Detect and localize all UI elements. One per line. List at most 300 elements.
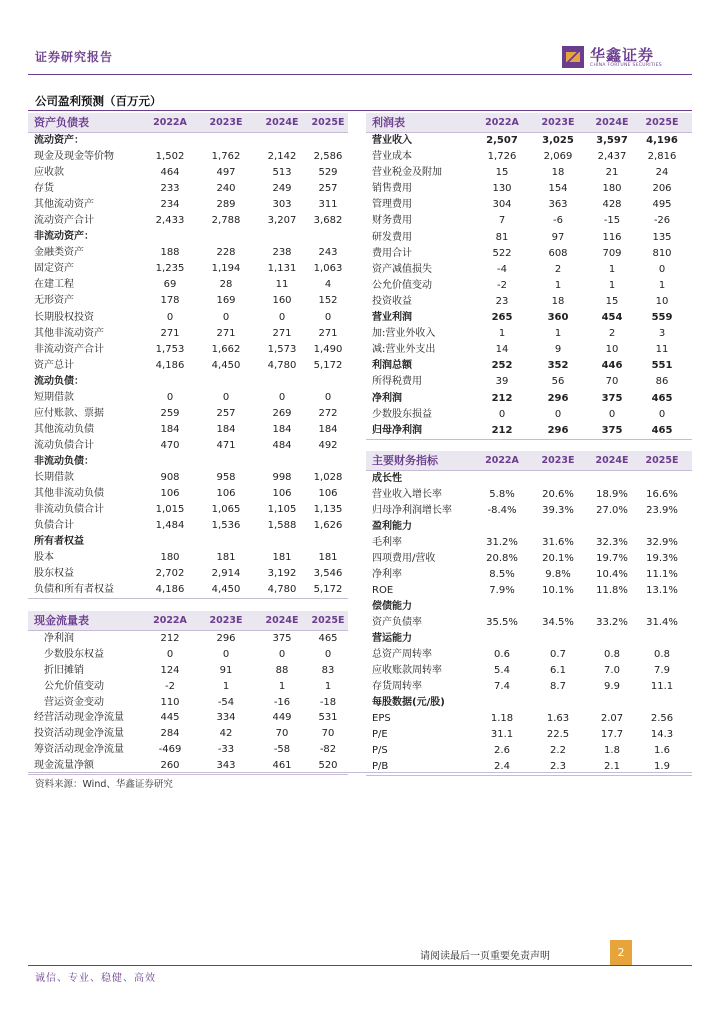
income-header-row bbox=[366, 113, 692, 133]
cell-value: -18 bbox=[319, 696, 337, 708]
cell-value: 271 bbox=[160, 327, 180, 339]
cell-value: 252 bbox=[491, 360, 513, 372]
cell-value: 1,105 bbox=[267, 504, 297, 516]
cell-value: 998 bbox=[272, 471, 292, 483]
row-label: 存货周转率 bbox=[372, 681, 422, 692]
cell-value: -469 bbox=[158, 744, 182, 756]
cell-value: 2.3 bbox=[550, 761, 566, 772]
cell-value: 559 bbox=[651, 312, 673, 324]
cell-value: 33.2% bbox=[596, 617, 628, 628]
logo-text-cn: 华鑫证券 bbox=[590, 46, 655, 64]
cell-value: 17.7 bbox=[600, 729, 624, 740]
table-row bbox=[28, 695, 348, 711]
cell-value: 5,172 bbox=[313, 359, 343, 371]
year-header: 2022A bbox=[485, 117, 519, 128]
cell-value: 180 bbox=[602, 183, 622, 195]
cell-value: 11 bbox=[655, 344, 669, 356]
section-row bbox=[28, 133, 348, 149]
row-label: 四项费用/营收 bbox=[372, 553, 436, 564]
cell-value: 24 bbox=[655, 167, 669, 179]
table-row bbox=[366, 407, 692, 423]
cell-value: 181 bbox=[216, 552, 236, 564]
cell-value: 106 bbox=[272, 488, 292, 500]
row-label: 投资收益 bbox=[372, 295, 412, 307]
cashflow-header-row bbox=[28, 611, 348, 631]
header-divider bbox=[28, 74, 692, 75]
cell-value: 0 bbox=[658, 263, 666, 275]
cell-value: 34.5% bbox=[542, 617, 574, 628]
cell-value: 271 bbox=[318, 327, 338, 339]
row-label: 长期股权投资 bbox=[34, 311, 94, 323]
cell-value: 551 bbox=[651, 360, 673, 372]
row-label: 成长性 bbox=[372, 473, 402, 484]
cell-value: -2 bbox=[165, 680, 175, 692]
cell-value: 1,573 bbox=[267, 343, 297, 355]
cell-value: -15 bbox=[603, 215, 621, 227]
row-label: 盈利能力 bbox=[372, 521, 412, 532]
year-header: 2023E bbox=[209, 117, 243, 128]
cell-value: 31.6% bbox=[542, 537, 574, 548]
cell-value: 28 bbox=[219, 279, 233, 291]
cell-value: 39.3% bbox=[542, 505, 574, 516]
ratios-header-row bbox=[366, 451, 692, 471]
cell-value: 18 bbox=[551, 167, 565, 179]
row-label: 资产总计 bbox=[34, 359, 74, 371]
cell-value: 2,586 bbox=[313, 151, 343, 163]
table-row bbox=[366, 246, 692, 262]
table-row bbox=[366, 310, 692, 326]
cashflow-bottom-rule bbox=[28, 774, 348, 775]
cell-value: 0 bbox=[222, 648, 230, 660]
table-row bbox=[366, 567, 692, 583]
cell-value: 269 bbox=[272, 407, 292, 419]
row-label: 利润总额 bbox=[372, 360, 412, 372]
cell-value: 375 bbox=[601, 424, 623, 436]
table-row bbox=[28, 742, 348, 758]
cell-value: 14.3 bbox=[650, 729, 674, 740]
cell-value: 1.18 bbox=[490, 713, 514, 724]
cell-value: 0 bbox=[222, 311, 230, 323]
row-label: 营运能力 bbox=[372, 633, 412, 644]
table-row bbox=[28, 647, 348, 663]
cell-value: 178 bbox=[160, 295, 180, 307]
cell-value: 375 bbox=[601, 392, 623, 404]
cell-value: 35.5% bbox=[486, 617, 518, 628]
table-row bbox=[366, 278, 692, 294]
cell-value: 1 bbox=[554, 279, 562, 291]
cell-value: 3 bbox=[658, 328, 666, 340]
cell-value: 160 bbox=[272, 295, 292, 307]
cell-value: 14 bbox=[495, 344, 509, 356]
table-row bbox=[366, 374, 692, 390]
table-row bbox=[366, 615, 692, 631]
section-row bbox=[28, 454, 348, 470]
cell-value: 1 bbox=[498, 328, 506, 340]
cell-value: 2.07 bbox=[600, 713, 624, 724]
row-label: 无形资产 bbox=[34, 295, 74, 307]
cell-value: 9 bbox=[554, 344, 562, 356]
row-label: 归母净利润 bbox=[372, 424, 422, 436]
cell-value: 1,484 bbox=[155, 520, 185, 532]
cell-value: 1 bbox=[658, 279, 666, 291]
cell-value: 19.7% bbox=[596, 553, 628, 564]
row-label: 固定资产 bbox=[34, 263, 74, 275]
row-label: 非流动资产合计 bbox=[34, 343, 104, 355]
logo-text-en: CHINA FORTUNE SECURITIES bbox=[590, 63, 662, 68]
cell-value: 7 bbox=[498, 215, 506, 227]
row-label: 应收账款周转率 bbox=[372, 665, 442, 676]
row-label: 非流动资产： bbox=[34, 231, 94, 243]
row-label: 营业收入增长率 bbox=[372, 489, 442, 500]
cell-value: 810 bbox=[652, 247, 672, 259]
cell-value: 233 bbox=[160, 183, 180, 195]
cell-value: 212 bbox=[491, 392, 513, 404]
cell-value: 522 bbox=[492, 247, 512, 259]
cell-value: 70 bbox=[605, 376, 619, 388]
row-label: 费用合计 bbox=[372, 247, 412, 259]
cell-value: 228 bbox=[216, 247, 236, 259]
section-row bbox=[28, 374, 348, 390]
cell-value: 15 bbox=[495, 167, 509, 179]
table-row bbox=[366, 181, 692, 197]
cell-value: 106 bbox=[216, 488, 236, 500]
cell-value: 20.6% bbox=[542, 489, 574, 500]
cell-value: -8.4% bbox=[487, 505, 517, 516]
cell-value: 10 bbox=[605, 344, 619, 356]
cell-value: 7.9 bbox=[654, 665, 670, 676]
cell-value: 91 bbox=[219, 664, 233, 676]
cell-value: 471 bbox=[216, 439, 236, 451]
section-row bbox=[366, 695, 692, 711]
cell-value: 10.1% bbox=[542, 585, 574, 596]
source-divider bbox=[28, 772, 692, 773]
cell-value: 184 bbox=[160, 423, 180, 435]
cell-value: 2.1 bbox=[604, 761, 620, 772]
cell-value: 375 bbox=[272, 633, 292, 644]
year-header: 2022A bbox=[485, 455, 519, 466]
cell-value: 1 bbox=[222, 680, 230, 692]
cell-value: 445 bbox=[160, 712, 180, 724]
row-label: 少数股东权益 bbox=[44, 648, 104, 660]
row-label: P/B bbox=[372, 761, 389, 772]
cell-value: 11.1 bbox=[650, 681, 674, 692]
cell-value: 3,207 bbox=[267, 215, 297, 227]
income-bottom-rule bbox=[366, 439, 692, 440]
table-row bbox=[28, 631, 348, 647]
cell-value: 20.8% bbox=[486, 553, 518, 564]
table-row bbox=[366, 423, 692, 439]
table-row bbox=[366, 663, 692, 679]
income-statement-table bbox=[366, 113, 692, 440]
cell-value: 1,502 bbox=[155, 151, 185, 163]
cell-value: 465 bbox=[651, 392, 673, 404]
row-label: 现金流量净额 bbox=[34, 760, 94, 772]
logo-mark-icon bbox=[562, 46, 584, 68]
table-row bbox=[28, 663, 348, 679]
row-label: 公允价值变动 bbox=[44, 680, 104, 692]
cell-value: 5,172 bbox=[313, 584, 343, 596]
row-label: 营业收入 bbox=[372, 135, 412, 146]
cell-value: 0 bbox=[608, 408, 616, 420]
row-label: 少数股东损益 bbox=[372, 408, 432, 420]
cell-value: 56 bbox=[551, 376, 565, 388]
row-label: 销售费用 bbox=[372, 183, 412, 195]
cell-value: 1,726 bbox=[487, 151, 517, 163]
cell-value: 9.8% bbox=[545, 569, 571, 580]
row-label: 存货 bbox=[34, 183, 54, 195]
row-label: 加:营业外收入 bbox=[372, 328, 436, 340]
cell-value: 3,025 bbox=[542, 135, 574, 146]
cell-value: 492 bbox=[318, 439, 338, 451]
cell-value: 464 bbox=[160, 167, 180, 179]
cell-value: 31.2% bbox=[486, 537, 518, 548]
cell-value: 2 bbox=[608, 328, 616, 340]
page-number: 2 bbox=[610, 940, 632, 966]
table-row bbox=[366, 535, 692, 551]
cell-value: 608 bbox=[548, 247, 568, 259]
cell-value: 8.7 bbox=[550, 681, 566, 692]
table-row bbox=[28, 277, 348, 293]
table-row bbox=[366, 503, 692, 519]
row-label: 营业成本 bbox=[372, 151, 412, 163]
row-label: 应收款 bbox=[34, 167, 64, 179]
table-row bbox=[366, 165, 692, 181]
cell-value: 1.8 bbox=[604, 745, 620, 756]
cell-value: 240 bbox=[216, 183, 236, 195]
table-row bbox=[366, 711, 692, 727]
table-row bbox=[366, 358, 692, 374]
cell-value: 2.2 bbox=[550, 745, 566, 756]
cell-value: 181 bbox=[318, 552, 338, 564]
year-header: 2023E bbox=[541, 117, 575, 128]
year-header: 2025E bbox=[311, 615, 345, 626]
cell-value: 449 bbox=[272, 712, 292, 724]
ratios-bottom-rule bbox=[366, 775, 692, 776]
cell-value: 234 bbox=[160, 199, 180, 211]
cell-value: 10.4% bbox=[596, 569, 628, 580]
cell-value: -16 bbox=[273, 696, 291, 708]
row-label: 营业税金及附加 bbox=[372, 167, 442, 179]
ratios-title: 主要财务指标 bbox=[372, 454, 438, 467]
table-row bbox=[366, 213, 692, 229]
cell-value: 284 bbox=[160, 728, 180, 740]
cell-value: 1,536 bbox=[211, 520, 241, 532]
section-row bbox=[366, 471, 692, 487]
cell-value: 0 bbox=[324, 391, 332, 403]
row-label: 营业利润 bbox=[372, 312, 412, 324]
year-header: 2024E bbox=[265, 117, 299, 128]
table-row bbox=[366, 262, 692, 278]
cell-value: 32.3% bbox=[596, 537, 628, 548]
cell-value: 2,816 bbox=[647, 151, 677, 163]
cell-value: -58 bbox=[273, 744, 291, 756]
cell-value: 1,065 bbox=[211, 504, 241, 516]
section-row bbox=[366, 631, 692, 647]
table-row bbox=[28, 149, 348, 165]
cell-value: 180 bbox=[160, 552, 180, 564]
balance-sheet-table bbox=[28, 113, 348, 599]
cell-value: 304 bbox=[492, 199, 512, 211]
row-label: 资产减值损失 bbox=[372, 263, 432, 275]
cell-value: 1 bbox=[324, 680, 332, 692]
cell-value: 1 bbox=[554, 328, 562, 340]
cell-value: 257 bbox=[216, 407, 236, 419]
row-label: 公允价值变动 bbox=[372, 279, 432, 291]
cell-value: 116 bbox=[602, 231, 622, 243]
cell-value: 1,753 bbox=[155, 343, 185, 355]
report-type-title: 证券研究报告 bbox=[35, 50, 114, 64]
row-label: 财务费用 bbox=[372, 215, 412, 227]
cell-value: 4,186 bbox=[155, 359, 185, 371]
cell-value: 27.0% bbox=[596, 505, 628, 516]
table-row bbox=[28, 406, 348, 422]
cell-value: 465 bbox=[651, 424, 673, 436]
cell-value: 0 bbox=[278, 391, 286, 403]
cell-value: 2.4 bbox=[494, 761, 510, 772]
cell-value: 23 bbox=[495, 295, 509, 307]
cell-value: 3,546 bbox=[313, 568, 343, 580]
cell-value: 110 bbox=[160, 696, 180, 708]
cell-value: 0 bbox=[278, 648, 286, 660]
row-label: 净利润 bbox=[44, 633, 74, 644]
row-label: 负债合计 bbox=[34, 520, 74, 532]
row-label: 非流动负债： bbox=[34, 455, 94, 467]
cell-value: -6 bbox=[553, 215, 563, 227]
cell-value: 184 bbox=[272, 423, 292, 435]
cell-value: 32.9% bbox=[646, 537, 678, 548]
company-logo bbox=[562, 46, 692, 72]
cell-value: 5.4 bbox=[494, 665, 510, 676]
section-row bbox=[366, 519, 692, 535]
row-label: 毛利率 bbox=[372, 537, 402, 548]
cell-value: 4,196 bbox=[646, 135, 678, 146]
cell-value: 7.0 bbox=[604, 665, 620, 676]
cell-value: 497 bbox=[216, 167, 236, 179]
cell-value: 243 bbox=[318, 247, 338, 259]
cell-value: 3,682 bbox=[313, 215, 343, 227]
row-label: 资产负债率 bbox=[372, 617, 422, 628]
row-label: 其他流动负债 bbox=[34, 423, 94, 435]
cell-value: -26 bbox=[653, 215, 671, 227]
cell-value: 19.3% bbox=[646, 553, 678, 564]
cell-value: 0 bbox=[498, 408, 506, 420]
row-label: 偿债能力 bbox=[372, 601, 412, 612]
year-header: 2022A bbox=[153, 117, 187, 128]
table-row bbox=[28, 326, 348, 342]
table-row bbox=[28, 358, 348, 374]
cell-value: 169 bbox=[216, 295, 236, 307]
cell-value: 2.56 bbox=[650, 713, 674, 724]
year-header: 2024E bbox=[265, 615, 299, 626]
table-row bbox=[28, 422, 348, 438]
cell-value: 529 bbox=[318, 167, 338, 179]
cell-value: 1,028 bbox=[313, 471, 343, 483]
cell-value: 0 bbox=[324, 311, 332, 323]
cell-value: 0 bbox=[658, 408, 666, 420]
cell-value: 15 bbox=[605, 295, 619, 307]
cell-value: 1,762 bbox=[211, 151, 241, 163]
table-row bbox=[28, 293, 348, 309]
table-row bbox=[366, 679, 692, 695]
cell-value: 1,626 bbox=[313, 520, 343, 532]
row-label: 长期借款 bbox=[34, 471, 74, 483]
cell-value: 2,433 bbox=[155, 215, 185, 227]
row-label: 负债和所有者权益 bbox=[34, 584, 114, 596]
row-label: P/E bbox=[372, 729, 388, 740]
row-label: 所得税费用 bbox=[372, 376, 422, 388]
cell-value: 11 bbox=[275, 279, 289, 291]
disclaimer-text: 请阅读最后一页重要免责声明 bbox=[420, 951, 550, 962]
row-label: 流动负债： bbox=[34, 375, 84, 387]
cell-value: 31.1 bbox=[490, 729, 514, 740]
row-label: 金融类资产 bbox=[34, 247, 84, 259]
row-label: 净利率 bbox=[372, 569, 402, 580]
row-label: EPS bbox=[372, 713, 391, 724]
cell-value: 259 bbox=[160, 407, 180, 419]
cell-value: 0 bbox=[278, 311, 286, 323]
cell-value: 311 bbox=[318, 199, 338, 211]
cell-value: -2 bbox=[497, 279, 507, 291]
cell-value: 461 bbox=[272, 760, 292, 772]
row-label: 所有者权益 bbox=[34, 536, 84, 548]
income-title: 利润表 bbox=[372, 116, 405, 129]
cell-value: 2 bbox=[554, 263, 562, 275]
cell-value: 1 bbox=[608, 263, 616, 275]
cell-value: -4 bbox=[497, 263, 507, 275]
cell-value: 428 bbox=[602, 199, 622, 211]
cell-value: 6.1 bbox=[550, 665, 566, 676]
cell-value: 0.8 bbox=[604, 649, 620, 660]
cell-value: 4,186 bbox=[155, 584, 185, 596]
cell-value: 1.9 bbox=[654, 761, 670, 772]
cell-value: 81 bbox=[495, 231, 509, 243]
table-row bbox=[28, 710, 348, 726]
cell-value: 124 bbox=[160, 664, 180, 676]
cell-value: 0.6 bbox=[494, 649, 510, 660]
table-row bbox=[28, 390, 348, 406]
cell-value: 212 bbox=[160, 633, 180, 644]
cell-value: 206 bbox=[652, 183, 672, 195]
cell-value: 31.4% bbox=[646, 617, 678, 628]
cell-value: 454 bbox=[601, 312, 623, 324]
cell-value: 238 bbox=[272, 247, 292, 259]
table-row bbox=[28, 679, 348, 695]
balance-bottom-rule bbox=[28, 598, 348, 599]
table-row bbox=[28, 566, 348, 582]
row-label: 应付账款、票据 bbox=[34, 407, 104, 419]
cell-value: 4 bbox=[324, 279, 332, 291]
cell-value: 0 bbox=[222, 391, 230, 403]
balance-header-row bbox=[28, 113, 348, 133]
cell-value: 22.5 bbox=[546, 729, 570, 740]
section-row bbox=[28, 534, 348, 550]
table-row bbox=[28, 213, 348, 229]
cell-value: 188 bbox=[160, 247, 180, 259]
cell-value: 958 bbox=[216, 471, 236, 483]
cell-value: 39 bbox=[495, 376, 509, 388]
cell-value: 271 bbox=[216, 327, 236, 339]
table-row bbox=[366, 727, 692, 743]
row-label: 经营活动现金净流量 bbox=[34, 712, 124, 724]
table-row bbox=[28, 486, 348, 502]
cell-value: 154 bbox=[548, 183, 568, 195]
row-label: 减:营业外支出 bbox=[372, 344, 436, 356]
table-row bbox=[366, 294, 692, 310]
row-label: 营运资金变动 bbox=[44, 696, 104, 708]
cell-value: 184 bbox=[216, 423, 236, 435]
cell-value: 296 bbox=[547, 424, 569, 436]
cell-value: 69 bbox=[163, 279, 177, 291]
